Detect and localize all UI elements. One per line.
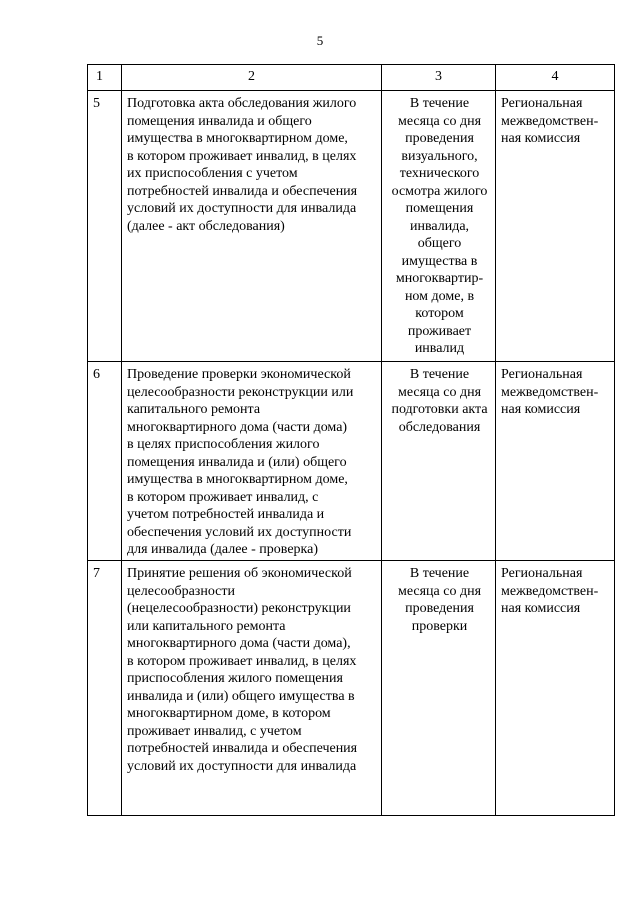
row-description: Проведение проверки экономической целесообразности реконструкции или капитального ремонта многоквартирного дома (части дома) в целях приспособления жилого помещения инвалида и (или) общего имущества в многоквартирном доме, в котором проживает инвалид, с учетом потребностей инвалида и обеспечения условий их доступности для инвалида (далее - проверка)	[122, 362, 382, 561]
header-cell-1: 1	[88, 65, 122, 91]
row-term: В течение месяца со дня подготовки акта обследования	[382, 362, 496, 561]
table-row	[88, 91, 615, 362]
row-responsible: Региональная межведомствен- ная комиссия	[496, 561, 615, 816]
row-number: 6	[88, 362, 122, 561]
header-cell-2: 2	[122, 65, 382, 91]
table-row	[88, 362, 615, 561]
row-description: Подготовка акта обследования жилого помещения инвалида и общего имущества в многоквартирном доме, в котором проживает инвалид, в целях их приспособления с учетом потребностей инвалида и обеспечения условий их доступности для инвалида (далее - акт обследования)	[122, 91, 382, 362]
row-number: 7	[88, 561, 122, 816]
row-number: 5	[88, 91, 122, 362]
row-responsible: Региональная межведомствен- ная комиссия	[496, 362, 615, 561]
page-number: 5	[316, 33, 324, 48]
row-description: Принятие решения об экономической целесообразности (нецелесообразности) реконструкции или капитального ремонта многоквартирного дома (части дома), в котором проживает инвалид, в целях приспособления жилого помещения инвалида и (или) общего имущества в многоквартирном доме, в котором проживает инвалид, с учетом потребностей инвалида и обеспечения условий их доступности для инвалида	[122, 561, 382, 816]
row-responsible: Региональная межведомствен- ная комиссия	[496, 91, 615, 362]
table-header-row	[88, 65, 615, 91]
table-row	[88, 561, 615, 816]
procedure-table	[87, 64, 615, 816]
row-term: В течение месяца со дня проведения визуального, технического осмотра жилого помещения инвалида, общего имущества в многоквартир- ном доме, в котором проживает инвалид	[382, 91, 496, 362]
row-term: В течение месяца со дня проведения проверки	[382, 561, 496, 816]
header-cell-4: 4	[496, 65, 615, 91]
header-cell-3: 3	[382, 65, 496, 91]
